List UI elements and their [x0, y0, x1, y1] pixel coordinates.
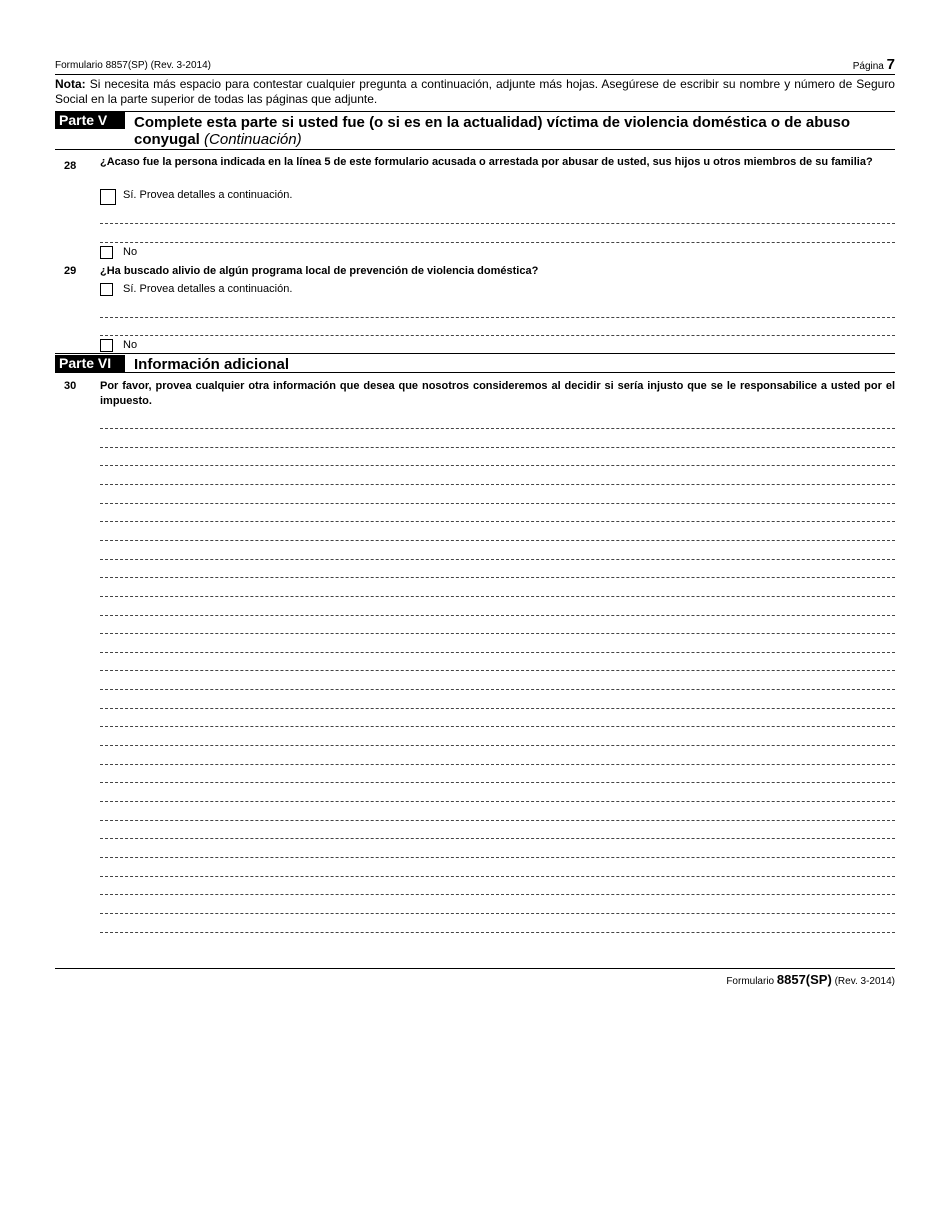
q29-number: 29: [64, 265, 77, 277]
footer-form-ref: [726, 972, 895, 987]
q30-answer-line[interactable]: [100, 503, 895, 504]
q30-answer-line[interactable]: [100, 447, 895, 448]
q30-number: 30: [64, 380, 77, 392]
q30-answer-line[interactable]: [100, 615, 895, 616]
q30-question: Por favor, provea cualquier otra información que desea que nosotros consideremos al decidir si sería injusto que se le responsabilice a usted por el impuesto.: [100, 380, 895, 407]
q30-answer-line[interactable]: [100, 484, 895, 485]
part5-continuation: (Continuación): [204, 131, 302, 148]
q30-answer-line[interactable]: [100, 876, 895, 877]
q30-answer-line[interactable]: [100, 857, 895, 858]
part6-bottom-rule: [55, 372, 895, 373]
q30-answer-line[interactable]: [100, 708, 895, 709]
q28-no-checkbox[interactable]: [100, 246, 113, 259]
part6-tag: Parte VI: [55, 355, 125, 372]
q30-answer-line[interactable]: [100, 596, 895, 597]
part5-top-rule: [55, 111, 895, 112]
header-rule: [55, 74, 895, 75]
q30-answer-line[interactable]: [100, 428, 895, 429]
q28-answer-line-1[interactable]: [100, 223, 895, 224]
q30-answer-line[interactable]: [100, 745, 895, 746]
q29-no-checkbox[interactable]: [100, 339, 113, 352]
q30-answer-line[interactable]: [100, 540, 895, 541]
q28-no-label: No: [123, 246, 138, 258]
part5-title: [134, 114, 850, 148]
q30-answer-line[interactable]: [100, 820, 895, 821]
q29-answer-line-2[interactable]: [100, 335, 895, 336]
q30-answer-line[interactable]: [100, 689, 895, 690]
part5-bottom-rule: [55, 149, 895, 150]
q30-answer-line[interactable]: [100, 764, 895, 765]
footer-prefix: Formulario: [726, 976, 775, 987]
footer-form-number: 8857(SP): [776, 972, 832, 987]
part5-title-line2: conyugal: [134, 131, 200, 148]
q29-question: ¿Ha buscado alivio de algún programa local de prevención de violencia doméstica?: [100, 265, 539, 277]
q30-answer-line[interactable]: [100, 577, 895, 578]
q28-yes-label: Sí. Provea detalles a continuación.: [123, 189, 293, 201]
q30-answer-line[interactable]: [100, 670, 895, 671]
q30-answer-line[interactable]: [100, 838, 895, 839]
q30-answer-line[interactable]: [100, 932, 895, 933]
part5-title-line1: Complete esta parte si usted fue (o si es en la actualidad) víctima de violencia doméstica o de abuso: [134, 114, 851, 131]
q29-yes-label: Sí. Provea detalles a continuación.: [123, 283, 293, 295]
q29-no-label: No: [123, 339, 138, 351]
q30-answer-line[interactable]: [100, 894, 895, 895]
q28-answer-line-2[interactable]: [100, 242, 895, 243]
footer-rev: (Rev. 3-2014): [834, 976, 895, 987]
q30-answer-line[interactable]: [100, 465, 895, 466]
q30-answer-line[interactable]: [100, 913, 895, 914]
page-number: [853, 56, 895, 73]
q30-answer-line[interactable]: [100, 559, 895, 560]
form-reference: Formulario 8857(SP) (Rev. 3-2014): [55, 60, 211, 71]
q30-answer-line[interactable]: [100, 782, 895, 783]
note-text: Si necesita más espacio para contestar cualquier pregunta a continuación, adjunte más hojas. Asegúrese de escribir su nombre y número de Seguro Social en la parte superior de todas las páginas que adjunte.: [55, 77, 895, 106]
page-number-value: 7: [886, 56, 895, 73]
q28-yes-checkbox[interactable]: [100, 189, 116, 205]
note-paragraph: [55, 77, 895, 107]
q30-answer-line[interactable]: [100, 726, 895, 727]
part6-title: Información adicional: [134, 356, 290, 373]
q29-answer-line-1[interactable]: [100, 317, 895, 318]
part5-tag: Parte V: [55, 112, 125, 129]
q28-number: 28: [64, 160, 77, 172]
q30-answer-line[interactable]: [100, 801, 895, 802]
page-label: Página: [852, 61, 884, 72]
part6-top-rule: [55, 353, 895, 354]
q28-question: ¿Acaso fue la persona indicada en la línea 5 de este formulario acusada o arrestada por abusar de usted, sus hijos u otros miembros de su familia?: [100, 156, 873, 168]
q30-answer-line[interactable]: [100, 633, 895, 634]
q29-yes-checkbox[interactable]: [100, 283, 113, 296]
q30-answer-line[interactable]: [100, 652, 895, 653]
note-label: Nota:: [55, 77, 86, 91]
q30-answer-line[interactable]: [100, 521, 895, 522]
footer-rule: [55, 968, 895, 969]
